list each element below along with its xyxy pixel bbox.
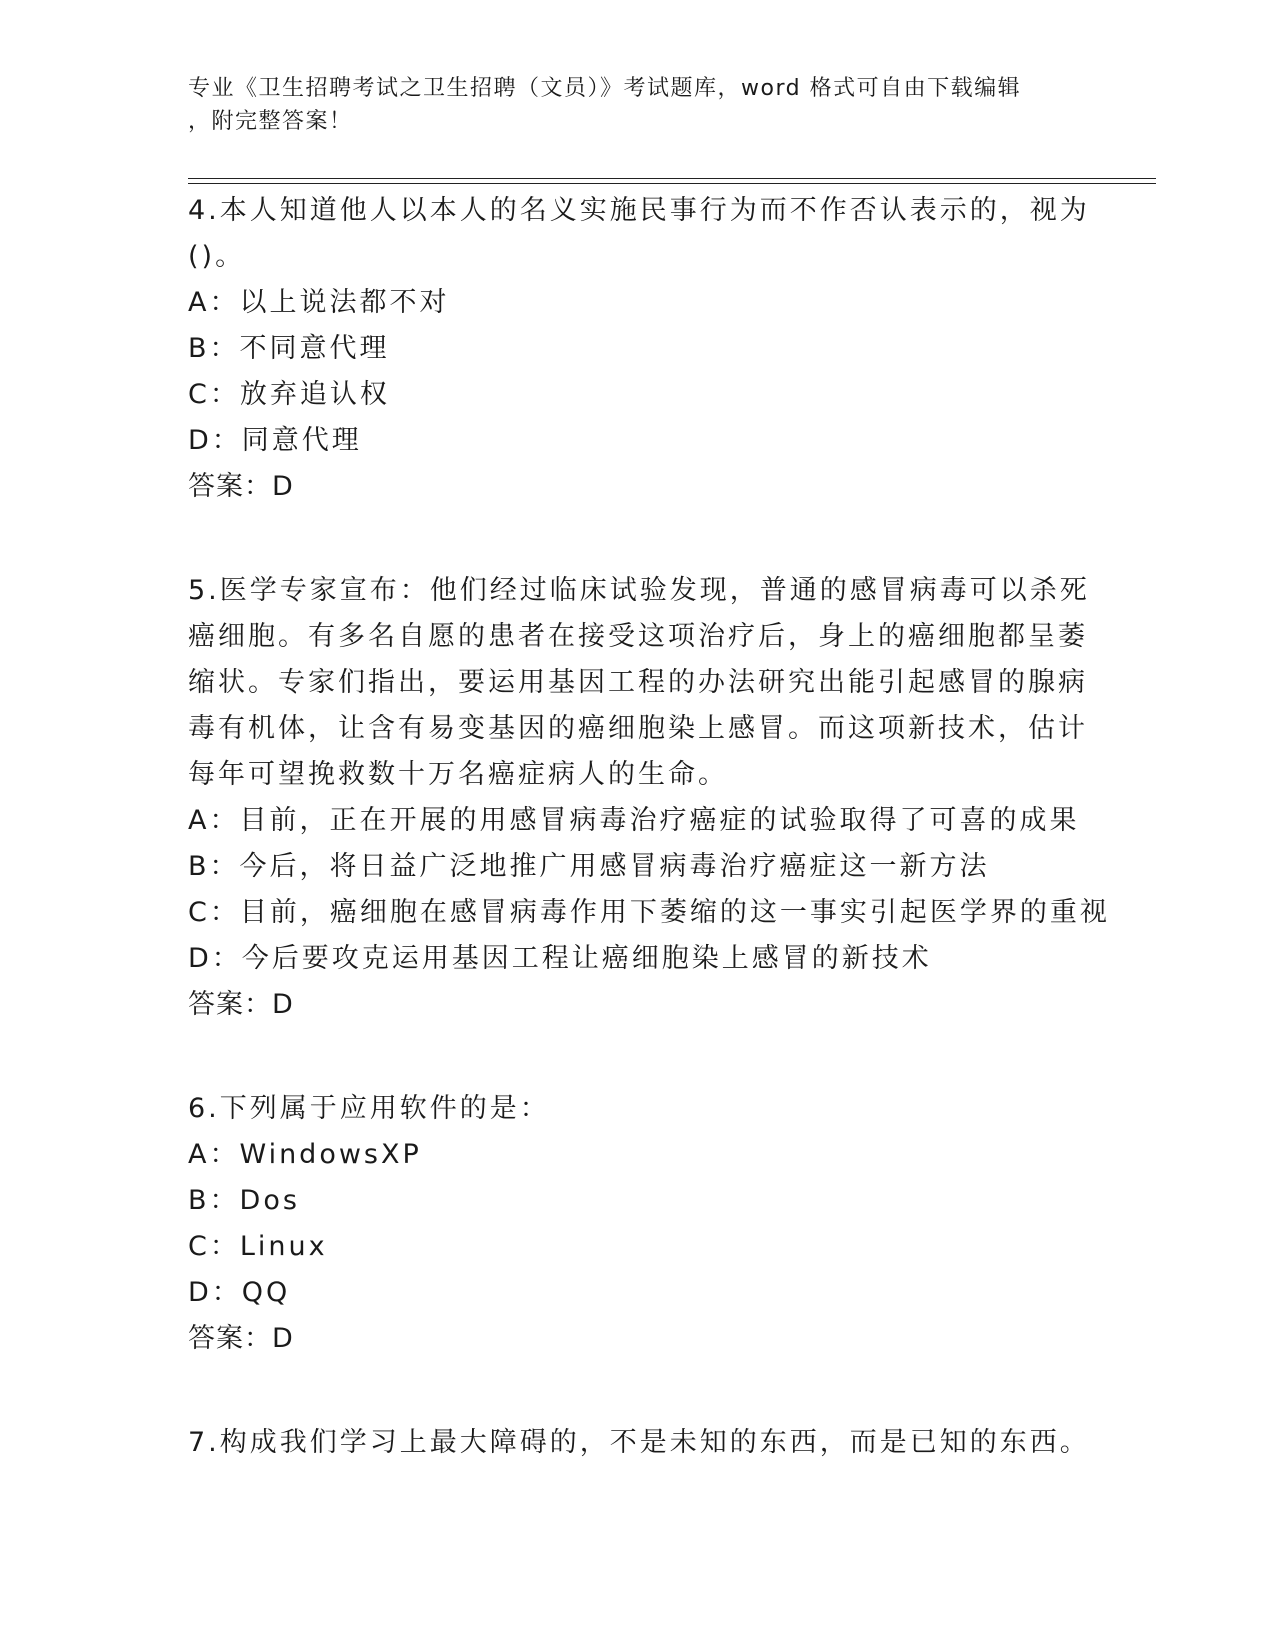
question-stem-line: 4.本人知道他人以本人的名义实施民事行为而不作否认表示的，视为 xyxy=(188,195,1090,226)
question-stem-line: 每年可望挽救数十万名癌症病人的生命。 xyxy=(188,759,728,790)
question-stem-line: 癌细胞。有多名自愿的患者在接受这项治疗后，身上的癌细胞都呈萎 xyxy=(188,621,1088,652)
option-b: B：今后，将日益广泛地推广用感冒病毒治疗癌症这一新方法 xyxy=(188,851,990,882)
question-stem-line: 毒有机体，让含有易变基因的癌细胞染上感冒。而这项新技术，估计 xyxy=(188,713,1088,744)
option-b: B：Dos xyxy=(188,1185,300,1216)
option-b: B：不同意代理 xyxy=(188,333,390,364)
question-stem-line: 6.下列属于应用软件的是： xyxy=(188,1093,550,1124)
option-a: A：目前，正在开展的用感冒病毒治疗癌症的试验取得了可喜的成果 xyxy=(188,805,1080,836)
question-spacer xyxy=(188,1362,1088,1420)
answer-line: 答案：D xyxy=(188,1323,294,1354)
option-d: D：同意代理 xyxy=(188,425,362,456)
document-header xyxy=(188,72,1078,138)
question-4 xyxy=(188,188,1088,510)
option-c: C：目前，癌细胞在感冒病毒作用下萎缩的这一事实引起医学界的重视 xyxy=(188,897,1110,928)
question-6 xyxy=(188,1086,1088,1362)
option-c: C：Linux xyxy=(188,1231,328,1262)
option-c: C：放弃追认权 xyxy=(188,379,390,410)
header-line-1: 专业《卫生招聘考试之卫生招聘（文员）》考试题库，word 格式可自由下载编辑 xyxy=(188,76,1022,101)
question-stem-line: ()。 xyxy=(188,241,246,272)
header-line-2: ，附完整答案！ xyxy=(188,109,353,134)
question-list xyxy=(188,188,1110,1466)
header-divider-top xyxy=(188,178,1156,179)
option-a: A：WindowsXP xyxy=(188,1139,422,1170)
option-d: D：QQ xyxy=(188,1277,291,1308)
question-stem-line: 7.构成我们学习上最大障碍的，不是未知的东西，而是已知的东西。 xyxy=(188,1427,1090,1458)
option-a: A：以上说法都不对 xyxy=(188,287,450,318)
question-spacer xyxy=(188,1028,1088,1086)
question-spacer xyxy=(188,510,1088,568)
option-d: D：今后要攻克运用基因工程让癌细胞染上感冒的新技术 xyxy=(188,943,932,974)
answer-line: 答案：D xyxy=(188,989,294,1020)
question-7 xyxy=(188,1420,1088,1466)
question-stem-line: 5.医学专家宣布：他们经过临床试验发现，普通的感冒病毒可以杀死 xyxy=(188,575,1090,606)
question-stem-line: 缩状。专家们指出，要运用基因工程的办法研究出能引起感冒的腺病 xyxy=(188,667,1088,698)
answer-line: 答案：D xyxy=(188,471,294,502)
question-5 xyxy=(188,568,1110,1028)
header-divider-bottom xyxy=(188,183,1156,184)
